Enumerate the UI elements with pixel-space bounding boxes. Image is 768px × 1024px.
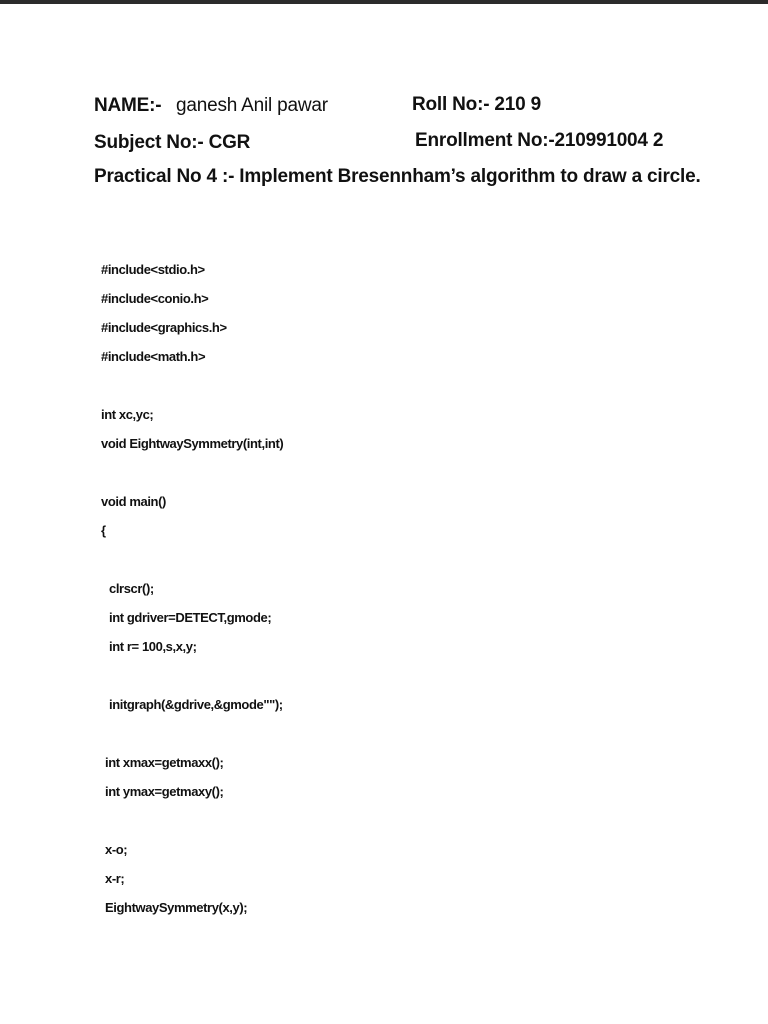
practical-title: Practical No 4 :- Implement Bresennham’s algorithm to draw a circle. <box>94 166 701 187</box>
code-line: void EightwaySymmetry(int,int) <box>101 436 284 451</box>
code-line: x-o; <box>105 842 128 857</box>
code-line: int xmax=getmaxx(); <box>105 755 224 770</box>
enrollment-number: Enrollment No:-210991004 2 <box>415 130 664 151</box>
code-line: { <box>101 523 106 538</box>
code-line: EightwaySymmetry(x,y); <box>105 900 248 915</box>
code-line: #include<math.h> <box>101 349 206 364</box>
code-line: void main() <box>101 494 166 509</box>
document-page <box>0 4 768 1024</box>
name-label: NAME:- <box>94 95 162 116</box>
code-line: int r= 100,s,x,y; <box>109 639 197 654</box>
code-line: #include<conio.h> <box>101 291 209 306</box>
student-name: ganesh Anil pawar <box>176 95 328 116</box>
code-line: int gdriver=DETECT,gmode; <box>109 610 272 625</box>
code-line: x-r; <box>105 871 125 886</box>
code-line: int xc,yc; <box>101 407 154 422</box>
code-line: int ymax=getmaxy(); <box>105 784 224 799</box>
code-line: initgraph(&gdrive,&gmode""); <box>109 697 283 712</box>
code-line: #include<graphics.h> <box>101 320 227 335</box>
code-line: #include<stdio.h> <box>101 262 205 277</box>
code-line: clrscr(); <box>109 581 154 596</box>
subject-number: Subject No:- CGR <box>94 132 251 153</box>
roll-number: Roll No:- 210 9 <box>412 94 541 115</box>
